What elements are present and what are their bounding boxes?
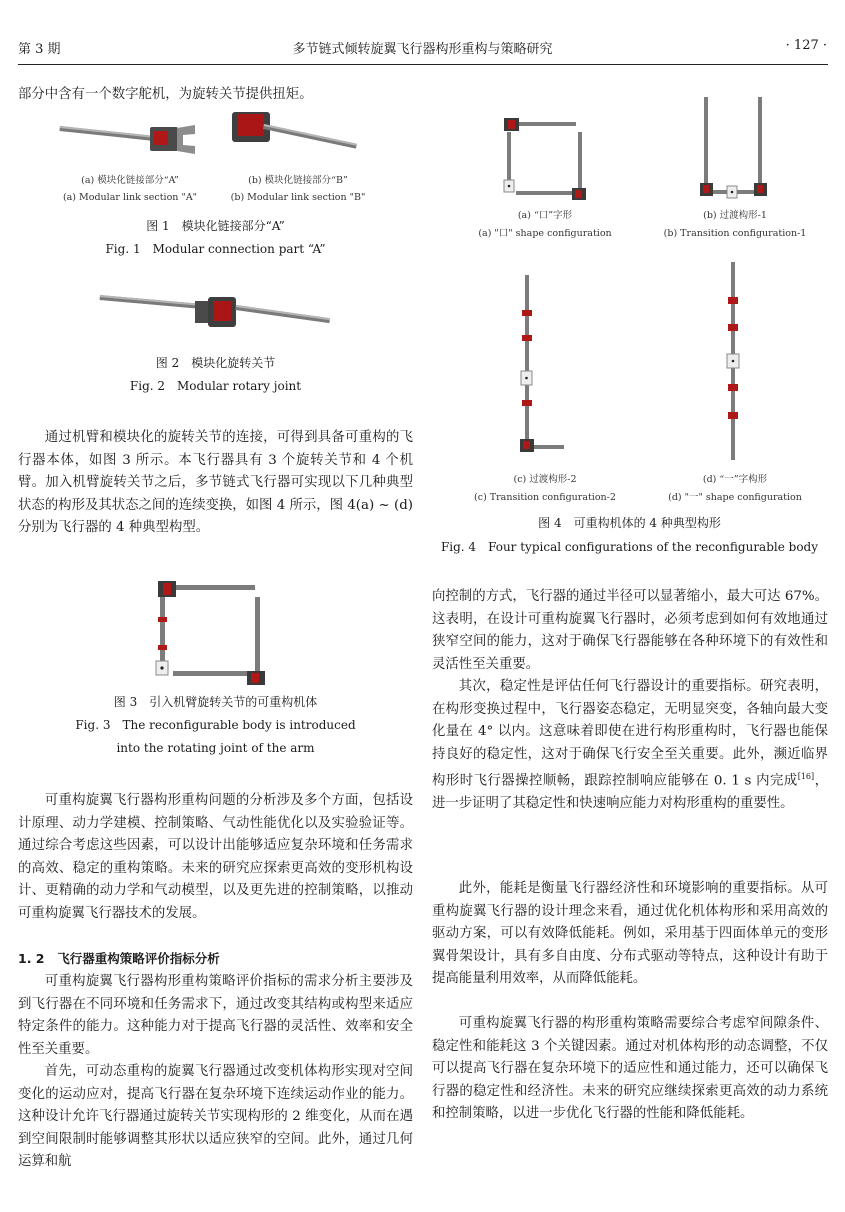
fig1-caption-cn: 图 1 模块化链接部分“A” [146,219,285,233]
fig3-caption-cn: 图 3 引入机臂旋转关节的可重构机体 [113,695,318,709]
fig4c-label-en: (c) Transition configuration-2 [474,492,616,503]
right-paragraph-2: 其次，稳定性是评估任何飞行器设计的重要指标。研究表明，在构形变换过程中，飞行器姿态稳定，无明显突变，各轴向最大变化量在 4° 以内。这意味着即使在进行构形重构时，飞行器也能保持良好的稳定性，这对于确保飞行安全至关重要。此外，濒近临界构形时飞行器操控顺畅，跟踪控制响应能够在 0. 1 s 内完成[16]，进一步证明了其稳定性和快速响应能力对构形重构的重要性。 [432,679,828,811]
fig2-image [100,285,335,335]
issue-number: 第 3 期 [18,42,61,57]
left-paragraph-3: 可重构旋翼飞行器构形重构策略评价指标的需求分析主要涉及到飞行器在不同环境和任务需求下，通过改变其结构或构型来适应特定条件的能力。这种能力对于提高飞行器的灵活性、效率和安全性至关重要。 [18,974,413,1057]
section-title: 飞行器重构策略评价指标分析 [57,951,220,966]
fig4-caption-cn: 图 4 可重构机体的 4 种典型构形 [538,516,721,530]
fig1a-image [55,110,200,165]
left-paragraph-2: 可重构旋翼飞行器构形重构问题的分析涉及多个方面，包括设计原理、动力学建模、控制策略、气动性能优化以及实验验证等。通过综合考虑这些因素，可以设计出能够适应复杂环境和任务需求的高效、稳定的重构策略。未来的研究应探索更高效的变形机构设计、更精确的动力学和气动模型，以及更先进的控制策略，以推动可重构旋翼飞行器技术的发展。 [18,793,413,921]
running-title: 多节链式倾转旋翼飞行器构形重构与策略研究 [292,42,553,57]
fig4c-label-cn: (c) 过渡构形-2 [513,474,577,485]
fig2-caption-cn: 图 2 模块化旋转关节 [155,356,276,370]
left-paragraph-1: 通过机臂和模块化的旋转关节的连接，可得到具备可重构的飞行器本体，如图 3 所示。本飞行器具有 3 个旋转关节和 4 个机臂。加入机臂旋转关节之后，多节链式飞行器可实现以下几种典型状态的构形及其状态之间的连续变换，如图 4 所示，图 4(a) ~ (d) 分别为飞行器的 4 种典型构型。 [18,430,413,535]
header-rule [18,64,828,65]
fig1a-label-cn: (a) 模块化链接部分“A” [81,175,179,186]
fig4a-image [500,112,590,202]
fig1-caption-en: Fig. 1 Modular connection part “A” [105,242,326,256]
fig3-caption-en-1: Fig. 3 The reconfigurable body is introduced [75,718,356,732]
left-paragraph-4: 首先，可动态重构的旋翼飞行器通过改变机体构形实现对空间变化的运动应对，提高飞行器在复杂环境下连续运动作业的能力。这种设计允许飞行器通过旋转关节实现构形的 2 维变化，从而在遇到空间限制时能够调整其形状以适应狭窄的空间。此外，通过几何运算和航 [18,1064,413,1169]
right-paragraph-4: 可重构旋翼飞行器的构形重构策略需要综合考虑窄间隙条件、稳定性和能耗这 3 个关键因素。通过对机体构形的动态调整，不仅可以提高飞行器在复杂环境下的适应性和通过能力，还可以确保飞行器的稳定性和经济性。未来的研究应继续探索更高效的动力系统和控制策略，以进一步优化飞行器的性能和降低能耗。 [432,1016,828,1121]
right-paragraph-3: 此外，能耗是衡量飞行器经济性和环境影响的重要指标。从可重构旋翼飞行器的设计理念来看，通过优化机体构形和采用高效的驱动方案，可以有效降低能耗。例如，采用基于四面体单元的变形翼骨架设计，具有多自由度、分布式驱动等特点，这种设计有助于提高能量利用效率，从而降低能耗。 [432,881,828,986]
fig3-caption-en-2: into the rotating joint of the arm [116,741,315,755]
fig4b-label-cn: (b) 过渡构形-1 [703,210,767,221]
fig1b-image [232,108,364,166]
fig4d-label-en: (d) "一" shape configuration [668,492,802,503]
section-heading-1-2 [18,948,413,972]
fig2-caption-en: Fig. 2 Modular rotary joint [129,379,302,393]
left-intro-paragraph: 部分中含有一个数字舵机，为旋转关节提供扭矩。 [18,87,313,102]
fig4c-image [508,275,568,455]
fig3-image [155,575,270,690]
fig4-caption-en: Fig. 4 Four typical configurations of the reconfigurable body [440,540,819,554]
section-number: 1. 2 [18,951,45,966]
fig4d-image [718,262,748,462]
fig4b-image [692,97,772,202]
fig1a-label-en: (a) Modular link section "A" [62,192,198,203]
fig4a-label-en: (a) "口" shape configuration [478,228,612,239]
fig4d-label-cn: (d) “一”字构形 [702,474,768,485]
fig4b-label-en: (b) Transition configuration-1 [663,228,807,239]
right-paragraph-1: 向控制的方式，飞行器的通过半径可以显著缩小，最大可达 67%。这表明，在设计可重构旋翼飞行器时，必须考虑到如何有效地通过狭窄空间的能力，这对于确保飞行器能够在各种环境下的有效性和灵活性至关重要。 [432,589,828,672]
citation-16[interactable]: [16] [797,772,815,781]
fig4a-label-cn: (a) “口”字形 [517,210,573,221]
fig1b-label-en: (b) Modular link section "B" [230,192,366,203]
page-number: · 127 · [785,38,827,53]
fig1b-label-cn: (b) 模块化链接部分“B” [248,175,348,186]
